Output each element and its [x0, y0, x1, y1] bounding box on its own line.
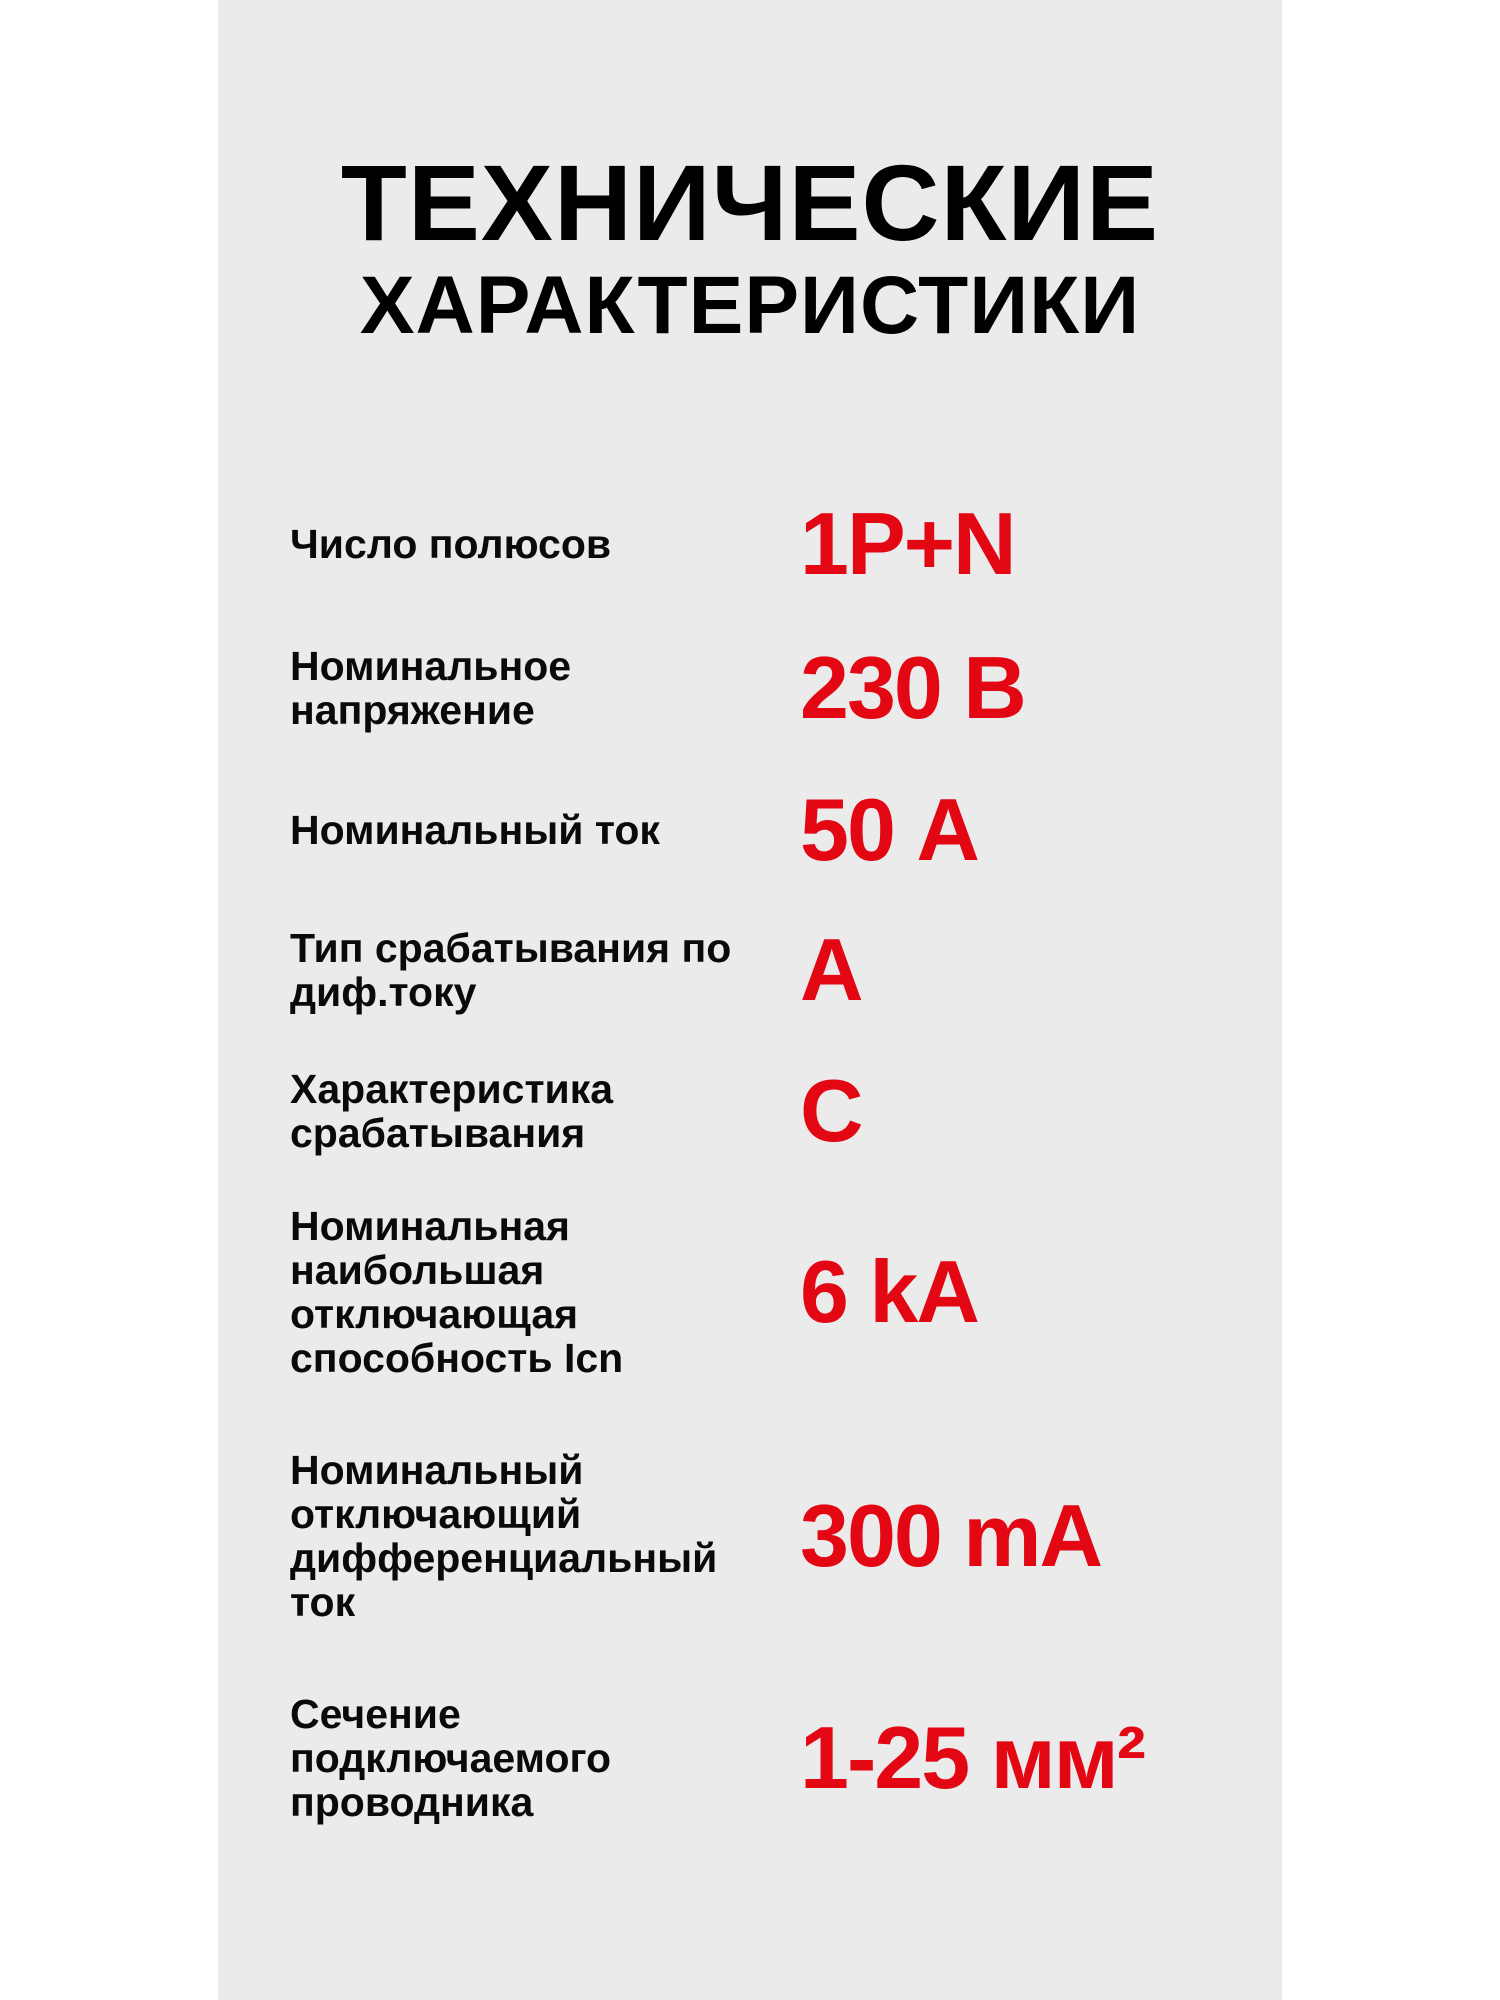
spec-value: 230 В: [800, 638, 1025, 737]
spec-label: Номинальный отключающий дифференциальный ток: [290, 1447, 718, 1625]
spec-row-diff-type: [290, 922, 1240, 1018]
spec-label: Номинальный ток: [290, 807, 660, 853]
spec-value: 6 kA: [800, 1242, 978, 1341]
spec-label: Число полюсов: [290, 521, 612, 567]
spec-row-cross-section: [290, 1690, 1240, 1826]
spec-row-poles: [290, 494, 1240, 593]
spec-label: Номинальное напряжение: [290, 643, 572, 733]
title-line-1: ТЕХНИЧЕСКИЕ: [340, 142, 1160, 263]
spec-value: А: [800, 920, 862, 1019]
spec-label: Номинальная наибольшая отключающая способность Icn: [290, 1203, 624, 1381]
spec-value: 50 А: [800, 780, 978, 879]
spec-label: Тип срабатывания по диф.току: [290, 925, 732, 1015]
spec-row-residual-current: [290, 1446, 1240, 1626]
page-title: [218, 142, 1282, 356]
spec-panel: [218, 0, 1282, 2000]
title-line-2: ХАРАКТЕРИСТИКИ: [359, 260, 1141, 351]
spec-label: Сечение подключаемого проводника: [290, 1691, 612, 1825]
spec-row-current: [290, 780, 1240, 879]
spec-label: Характеристика срабатывания: [290, 1066, 614, 1156]
spec-row-breaking-capacity: [290, 1202, 1240, 1382]
spec-row-voltage: [290, 640, 1240, 736]
spec-row-characteristic: [290, 1063, 1240, 1159]
spec-value: 300 mA: [800, 1486, 1102, 1585]
spec-value: С: [800, 1061, 862, 1160]
spec-value: 1-25 мм²: [800, 1708, 1145, 1807]
spec-value: 1P+N: [800, 494, 1015, 593]
